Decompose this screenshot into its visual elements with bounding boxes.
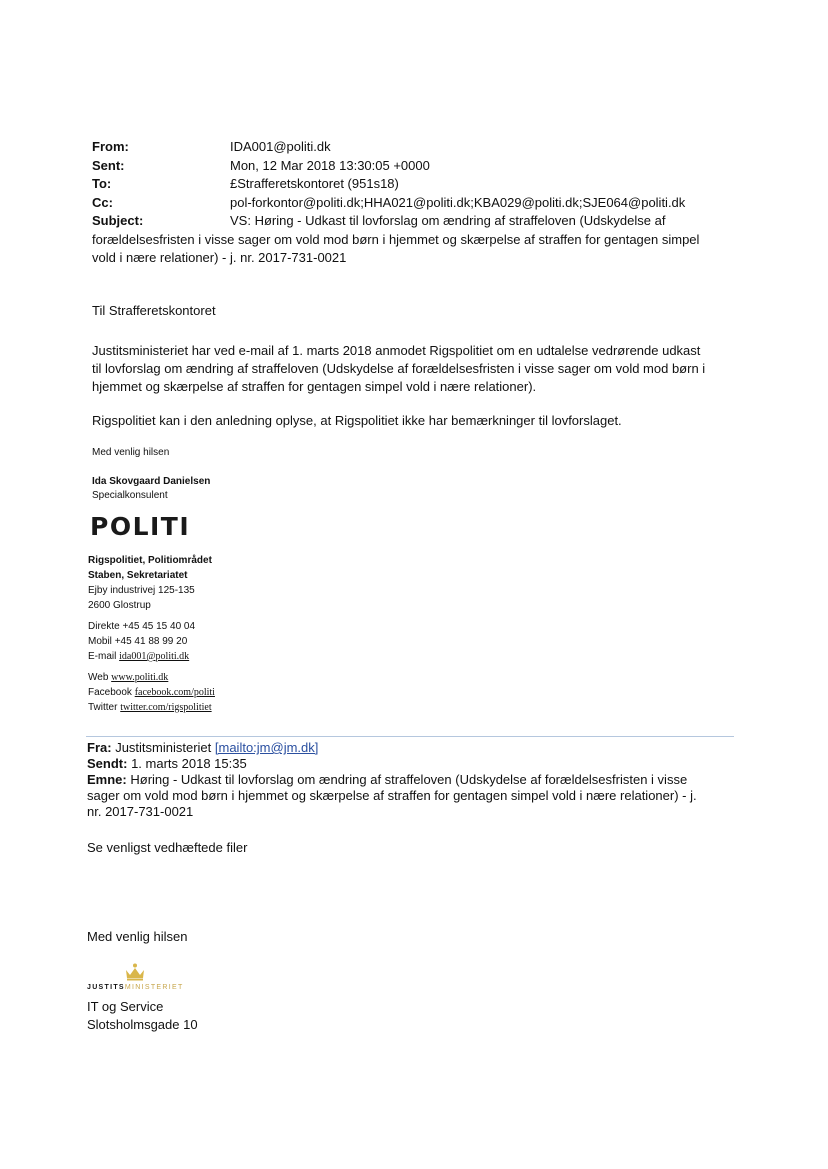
from-row — [92, 138, 732, 157]
sig-email-label: E-mail — [88, 651, 117, 662]
to-label: To: — [92, 176, 112, 191]
ministry-word-bold: JUSTITS — [87, 984, 125, 991]
fwd-sendt-row — [87, 756, 747, 772]
fwd-emne-line3: nr. 2017-731-0021 — [87, 804, 194, 819]
subject-value-line1: VS: Høring - Udkast til lovforslag om ændring af straffeloven (Udskydelse af — [230, 213, 666, 228]
forwarded-header — [87, 740, 747, 820]
fwd-closing: Med venlig hilsen — [87, 929, 188, 944]
fwd-body: Se venligst vedhæftede filer — [87, 840, 248, 855]
to-row — [92, 175, 732, 194]
sent-value: Mon, 12 Mar 2018 13:30:05 +0000 — [230, 157, 430, 173]
sig-direct-label: Direkte — [88, 621, 120, 632]
ministry-street: Slotsholmsgade 10 — [87, 1017, 198, 1032]
sig-web-label: Web — [88, 672, 109, 683]
fwd-fra-label: Fra: — [87, 740, 112, 755]
sig-org1: Rigspolitiet, Politiområdet — [88, 555, 212, 566]
closing: Med venlig hilsen — [92, 447, 170, 458]
fwd-emne-label: Emne: — [87, 772, 127, 787]
fwd-fra-row — [87, 740, 747, 756]
sig-web-link[interactable]: www.politi.dk — [111, 672, 169, 683]
crown-icon — [124, 963, 146, 981]
fwd-mailto-link[interactable]: [mailto:jm@jm.dk] — [214, 740, 319, 755]
sig-direct-row — [88, 619, 388, 634]
sig-addr1: Ejby industrivej 125-135 — [88, 585, 195, 596]
sender-block — [92, 475, 742, 503]
greeting: Til Strafferetskontoret — [92, 303, 216, 318]
sender-title: Specialkonsulent — [92, 490, 168, 501]
signature-contact — [88, 619, 388, 664]
subject-label: Subject: — [92, 213, 144, 228]
sig-addr2: 2600 Glostrup — [88, 600, 151, 611]
ministry-address — [87, 998, 737, 1034]
subject-value-line3: vold i nære relationer) - j. nr. 2017-731-0021 — [92, 250, 347, 265]
from-value: IDA001@politi.dk — [230, 139, 331, 154]
paragraph-1 — [92, 342, 742, 396]
sig-facebook-label: Facebook — [88, 687, 132, 698]
cc-row — [92, 194, 732, 213]
fwd-fra-value: Justitsministeriet — [115, 740, 212, 755]
cc-value: pol-forkontor@politi.dk;HHA021@politi.dk;KBA029@politi.dk;SJE064@politi.dk — [230, 194, 686, 210]
ministry-wordmark — [87, 984, 184, 991]
signature-address — [88, 553, 388, 613]
fwd-sendt-label: Sendt: — [87, 756, 128, 771]
to-value: £Strafferetskontoret (951s18) — [230, 176, 399, 191]
sent-row — [92, 157, 732, 176]
politi-logo: POLITI — [90, 512, 191, 541]
from-label: From: — [92, 139, 129, 154]
paragraph-2: Rigspolitiet kan i den anledning oplyse, at Rigspolitiet ikke har bemærkninger til lovforslaget. — [92, 413, 622, 428]
sender-name: Ida Skovgaard Danielsen — [92, 476, 211, 487]
ministry-word-light: MINISTERIET — [124, 984, 184, 991]
paragraph-1-line2: til lovforslag om ændring af straffeloven (Udskydelse af forældelsesfristen i visse sager om vold mod børn i — [92, 361, 706, 376]
sig-email-row — [88, 649, 388, 664]
fwd-emne-line2: sager om vold mod børn i hjemmet og skærpelse af straffen for gentagen simpel vold i nære relationer) - j. — [87, 788, 697, 803]
email-header — [92, 138, 732, 268]
sig-email-link[interactable]: ida001@politi.dk — [119, 651, 190, 662]
subject-value-line2: forældelsesfristen i visse sager om vold mod børn i hjemmet og skærpelse af straffen for gentagen simpel — [92, 231, 700, 247]
sig-twitter-label: Twitter — [88, 702, 118, 713]
paragraph-1-line1: Justitsministeriet har ved e-mail af 1. marts 2018 anmodet Rigspolitiet om en udtalelse vedrørende udkast — [92, 343, 701, 358]
sig-twitter-row — [88, 700, 388, 715]
fwd-emne-row — [87, 772, 747, 788]
sig-mobile-label: Mobil — [88, 636, 112, 647]
signature-web — [88, 670, 388, 715]
subject-row — [92, 212, 732, 231]
sig-direct-value: +45 45 15 40 04 — [122, 621, 196, 632]
ministry-dept: IT og Service — [87, 999, 164, 1014]
paragraph-1-line3: hjemmet og skærpelse af straffen for gentagen simpel vold i nære relationer). — [92, 379, 537, 394]
forward-divider — [86, 736, 734, 737]
sig-facebook-link[interactable]: facebook.com/politi — [134, 687, 215, 698]
sent-label: Sent: — [92, 157, 125, 173]
sig-mobile-row — [88, 634, 388, 649]
sig-web-row — [88, 670, 388, 685]
fwd-emne-line1: Høring - Udkast til lovforslag om ændring af straffeloven (Udskydelse af forældelsesfristen i visse — [130, 772, 688, 787]
sig-facebook-row — [88, 685, 388, 700]
fwd-sendt-value: 1. marts 2018 15:35 — [131, 756, 247, 771]
sig-twitter-link[interactable]: twitter.com/rigspolitiet — [120, 702, 212, 713]
cc-label: Cc: — [92, 194, 113, 210]
sig-org2: Staben, Sekretariatet — [88, 570, 188, 581]
sig-mobile-value: +45 41 88 99 20 — [114, 636, 188, 647]
